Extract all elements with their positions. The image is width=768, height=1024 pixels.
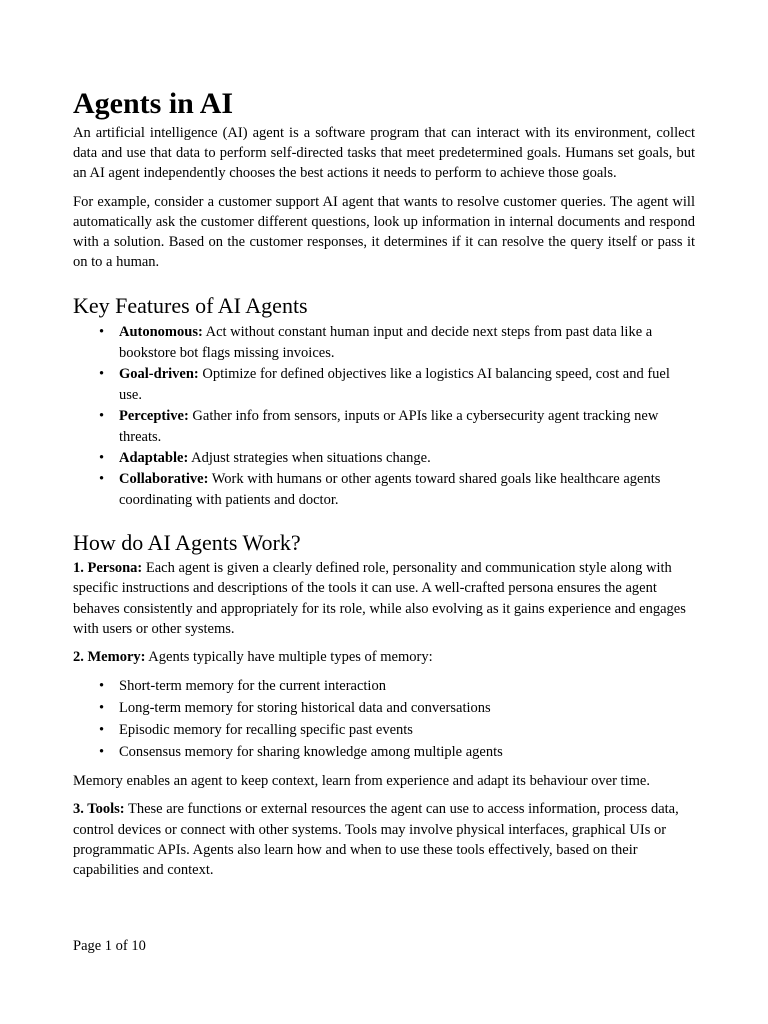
list-item [73, 448, 695, 469]
memory-item-text: Long-term memory for storing historical data and conversations [119, 700, 491, 717]
feature-text: Gather info from sensors, inputs or APIs like a cybersecurity agent tracking new threats. [119, 407, 659, 445]
feature-text: Optimize for defined objectives like a logistics AI balancing speed, cost and fuel use. [119, 365, 670, 403]
feature-text: Work with humans or other agents toward shared goals like healthcare agents coordinating with patients and doctor. [119, 470, 661, 508]
page-number: Page 1 of 10 [73, 938, 146, 954]
list-item [73, 406, 695, 448]
memory-item-text: Episodic memory for recalling specific past events [119, 722, 413, 739]
feature-text: Adjust strategies when situations change. [188, 449, 431, 466]
list-item [73, 697, 695, 719]
memory-item-text: Consensus memory for sharing knowledge among multiple agents [119, 744, 503, 761]
list-item [73, 741, 695, 763]
bullet-icon: • [99, 323, 105, 340]
feature-term: Collaborative: [119, 470, 209, 487]
document-page [73, 78, 695, 880]
features-heading: Key Features of AI Agents [73, 293, 308, 319]
tools-term: 3. Tools: [73, 801, 125, 818]
bullet-icon: • [99, 744, 105, 761]
feature-term: Perceptive: [119, 407, 189, 424]
bullet-icon: • [99, 407, 105, 424]
list-item [73, 322, 695, 364]
bullet-icon: • [99, 365, 105, 382]
persona-paragraph [73, 558, 695, 639]
feature-term: Adaptable: [119, 449, 189, 466]
memory-item-text: Short-term memory for the current interaction [119, 678, 386, 695]
how-heading: How do AI Agents Work? [73, 529, 301, 555]
memory-list [73, 675, 695, 763]
tools-paragraph [73, 799, 695, 880]
memory-summary: Memory enables an agent to keep context, learn from experience and adapt its behaviour over time. [73, 773, 650, 790]
features-list [73, 322, 695, 511]
intro-paragraph-1: An artificial intelligence (AI) agent is a software program that can interact with its environment, collect data and use that data to perform self-directed tasks that meet predetermined goals. Humans set goals, but an AI agent independently chooses the best actions it needs to perform to achieve those goals. [73, 125, 695, 182]
persona-term: 1. Persona: [73, 560, 143, 577]
memory-paragraph [73, 647, 695, 667]
memory-term: 2. Memory: [73, 649, 146, 666]
bullet-icon: • [99, 678, 105, 695]
list-item [73, 364, 695, 406]
document-title: Agents in AI [73, 87, 234, 120]
list-item [73, 719, 695, 741]
bullet-icon: • [99, 722, 105, 739]
bullet-icon: • [99, 700, 105, 717]
feature-term: Autonomous: [119, 323, 203, 340]
persona-text: Each agent is given a clearly defined role, personality and communication style along with specific instructions and descriptions of the tools it can use. A well-crafted persona ensures the agent behaves consistently and appropriately for its role, while also evolving as it gains experience and engages with users or other systems. [73, 560, 686, 637]
bullet-icon: • [99, 470, 105, 487]
bullet-icon: • [99, 449, 105, 466]
feature-text: Act without constant human input and decide next steps from past data like a bookstore bot flags missing invoices. [119, 323, 653, 361]
memory-text: Agents typically have multiple types of memory: [145, 649, 433, 666]
tools-text: These are functions or external resources the agent can use to access information, process data, control devices or connect with other systems. Tools may involve physical interfaces, graphical UIs or programmatic APIs. Agents also learn how and when to use these tools effectively, based on their capabilities and context. [73, 801, 679, 879]
intro-paragraph-2: For example, consider a customer support AI agent that wants to resolve customer queries. The agent will automatically ask the customer different questions, look up information in internal documents and respond with a solution. Based on the customer responses, it determines if it can resolve the query itself or pass it on to a human. [73, 193, 695, 271]
list-item [73, 469, 695, 511]
feature-term: Goal-driven: [119, 365, 199, 382]
list-item [73, 675, 695, 697]
